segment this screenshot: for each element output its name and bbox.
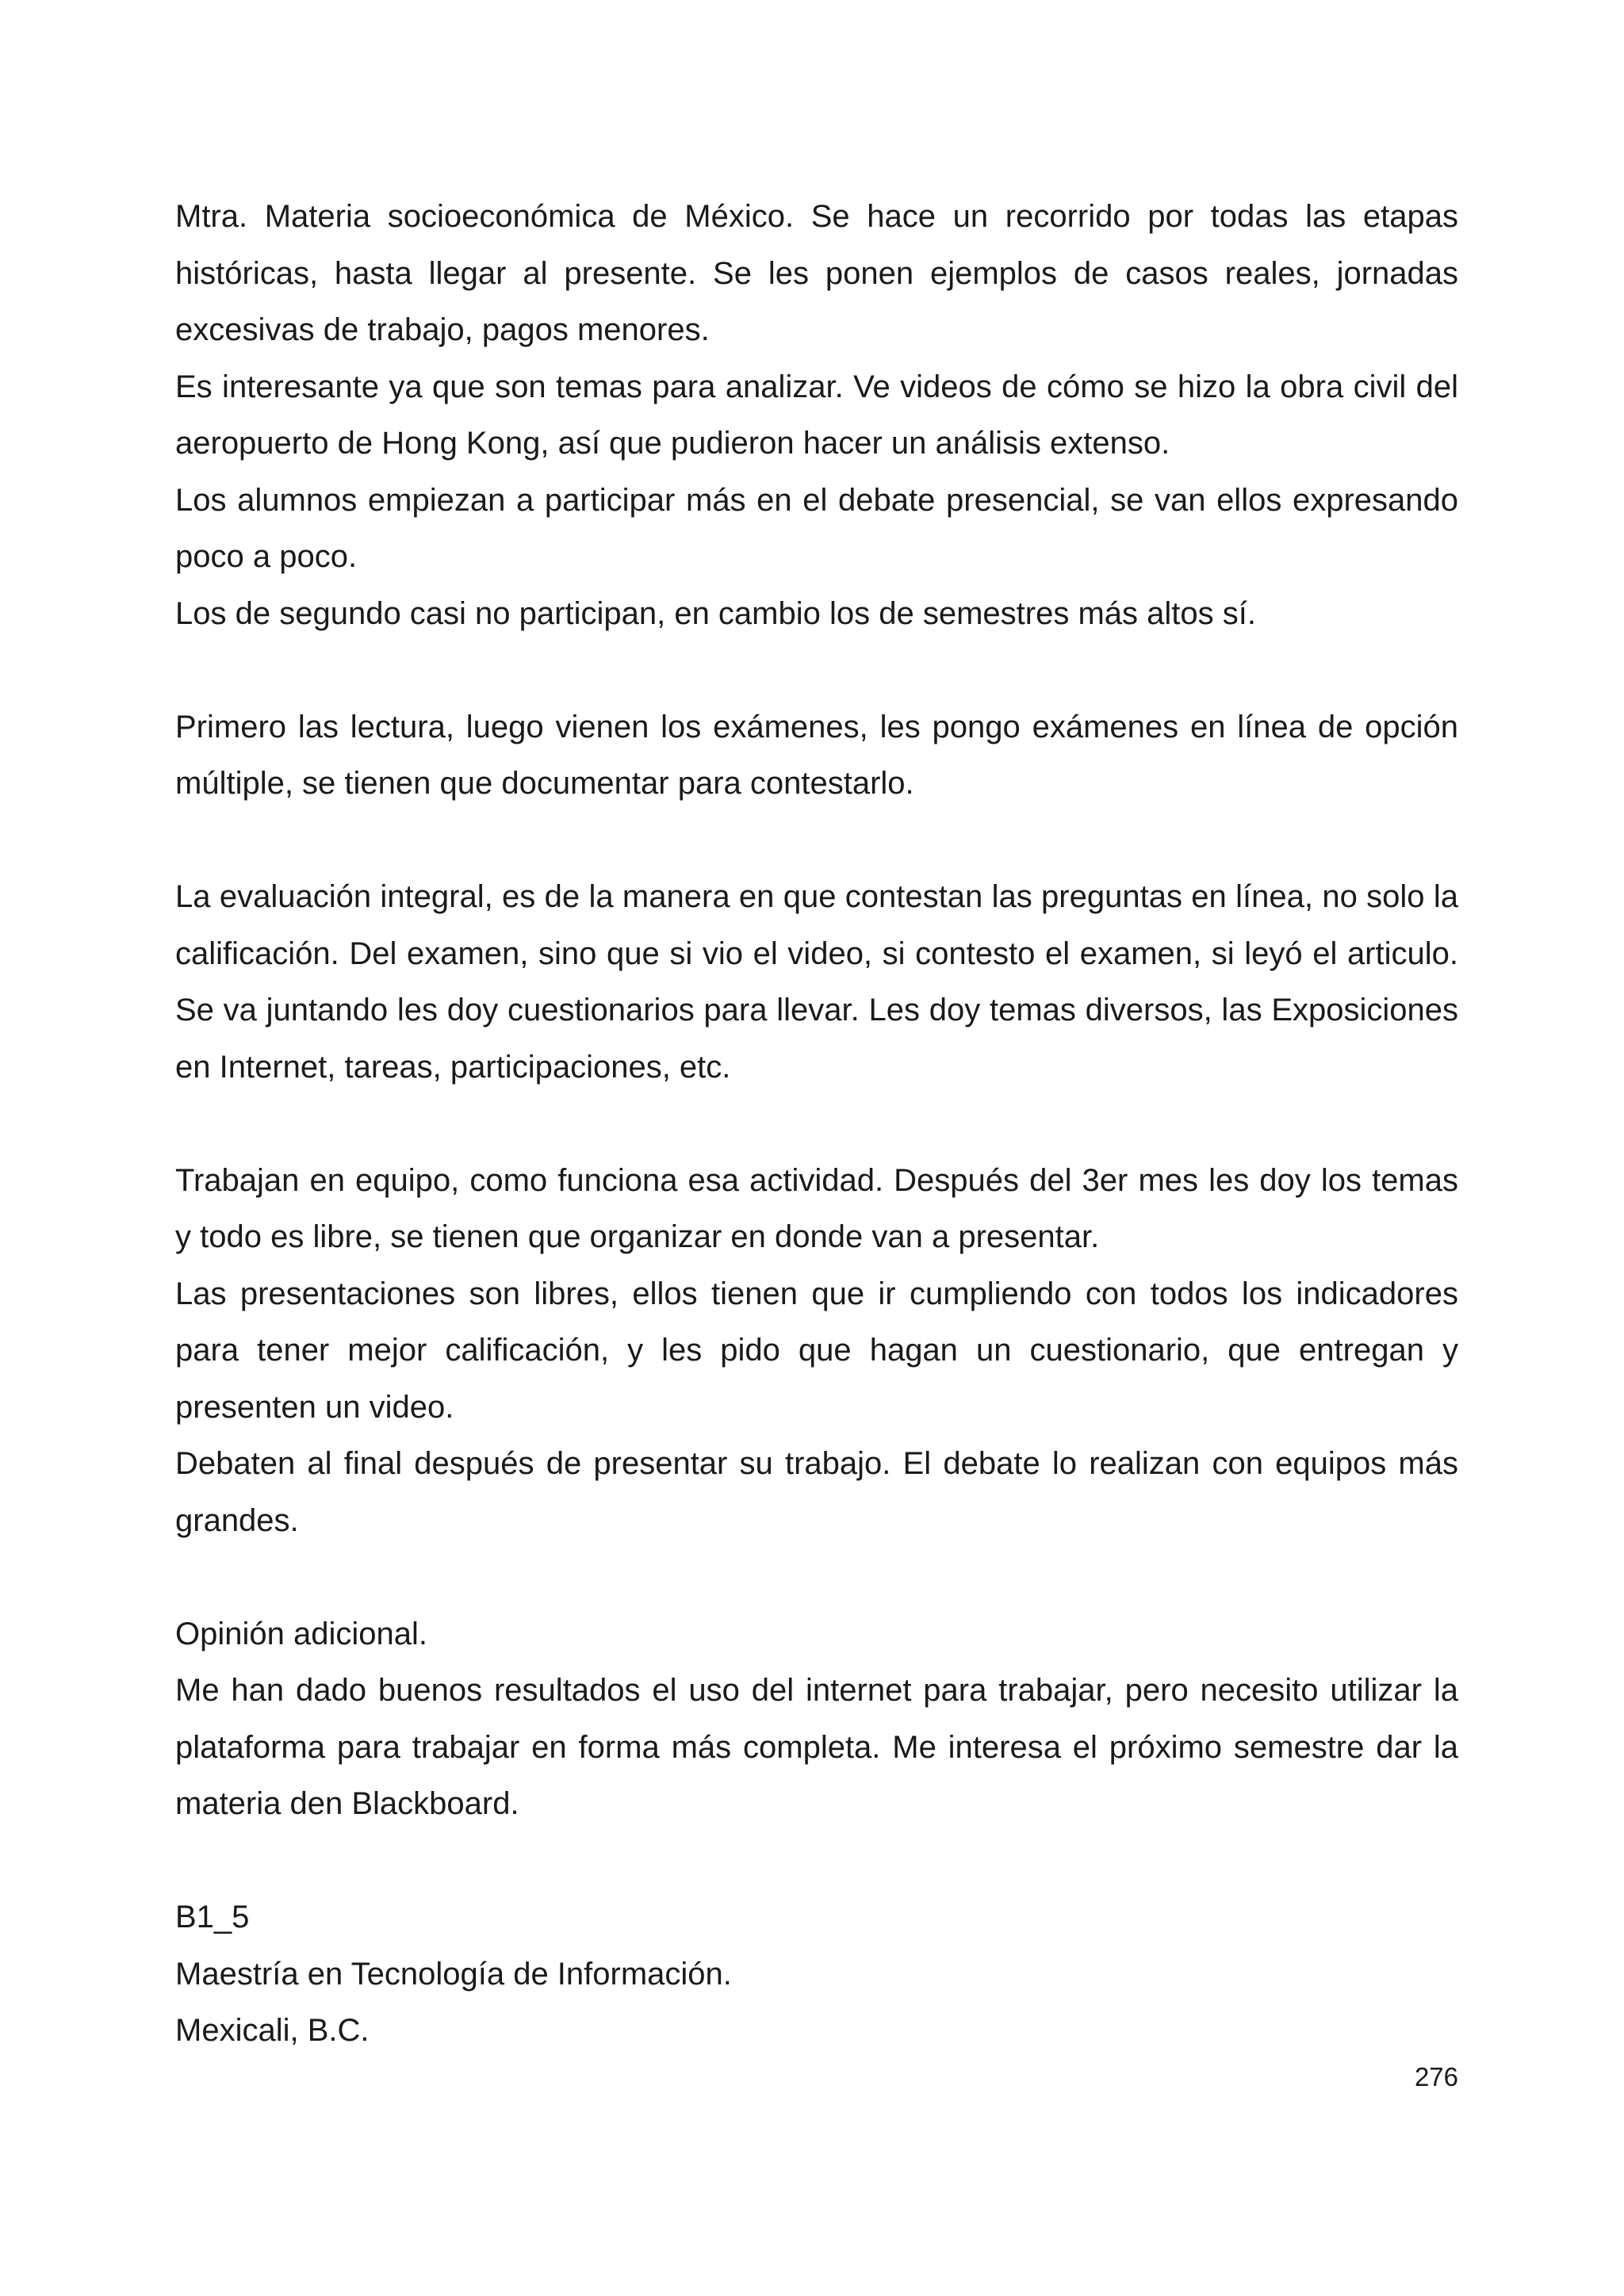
paragraph-lectura-examenes: Primero las lectura, luego vienen los exámenes, les pongo exámenes en línea de opción múltiple, se tienen que documentar para contestarlo. bbox=[175, 709, 1458, 801]
paragraph-spacer bbox=[175, 1549, 1458, 1606]
interview-location: Mexicali, B.C. bbox=[175, 2013, 370, 2048]
paragraph-materia: Mtra. Materia socioeconómica de México. Se hace un recorrido por todas las etapas históricas, hasta llegar al presente. Se les ponen ejemplos de casos reales, jornadas excesivas de trabajo, pagos menores. bbox=[175, 199, 1458, 347]
interview-program: Maestría en Tecnología de Información. bbox=[175, 1956, 732, 1992]
paragraph-spacer bbox=[175, 1096, 1458, 1153]
paragraph-segundo-semestre: Los de segundo casi no participan, en cambio los de semestres más altos sí. bbox=[175, 595, 1256, 631]
interview-code: B1_5 bbox=[175, 1900, 250, 1934]
paragraph-temas-analizar: Es interesante ya que son temas para analizar. Ve videos de cómo se hizo la obra civil del aeropuerto de Hong Kong, así que pudieron hacer un análisis extenso. bbox=[175, 369, 1458, 461]
paragraph-spacer bbox=[175, 1833, 1458, 1890]
paragraph-spacer bbox=[175, 642, 1458, 699]
heading-opinion-adicional: Opinión adicional. bbox=[175, 1616, 427, 1651]
paragraph-evaluacion-integral: La evaluación integral, es de la manera en que contestan las preguntas en línea, no solo la calificación. Del examen, sino que si vio el video, si contesto el examen, si leyó el articulo. Se va juntando les doy cuestionarios para llevar. Les doy temas diversos, las Exposiciones en Internet, tareas, participaciones, etc. bbox=[175, 879, 1458, 1085]
paragraph-opinion: Me han dado buenos resultados el uso del internet para trabajar, pero necesito utilizar la plataforma para trabajar en forma más completa. Me interesa el próximo semestre dar la materia den Blackboard. bbox=[175, 1673, 1458, 1821]
document-body bbox=[175, 189, 1458, 2060]
paragraph-debate: Debaten al final después de presentar su trabajo. El debate lo realizan con equipos más grandes. bbox=[175, 1446, 1458, 1538]
paragraph-spacer bbox=[175, 813, 1458, 870]
paragraph-presentaciones: Las presentaciones son libres, ellos tienen que ir cumpliendo con todos los indicadores para tener mejor calificación, y les pido que hagan un cuestionario, que entregan y presenten un video. bbox=[175, 1276, 1458, 1425]
page-number: 276 bbox=[1414, 2062, 1458, 2091]
paragraph-alumnos-participar: Los alumnos empiezan a participar más en el debate presencial, se van ellos expresando poco a poco. bbox=[175, 482, 1458, 574]
paragraph-trabajo-equipo: Trabajan en equipo, como funciona esa actividad. Después del 3er mes les doy los temas y todo es libre, se tienen que organizar en donde van a presentar. bbox=[175, 1162, 1458, 1254]
